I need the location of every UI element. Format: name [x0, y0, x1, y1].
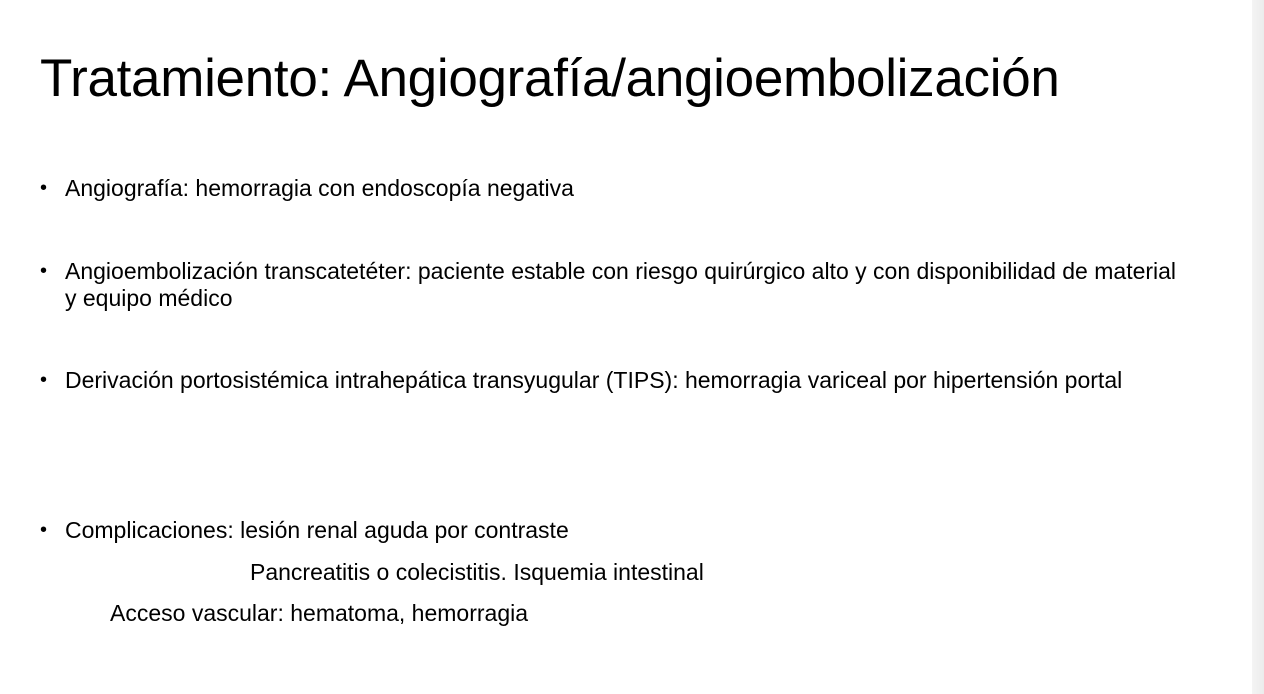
bullet-text: Derivación portosistémica intrahepática transyugular (TIPS): hemorragia variceal por hipertensión portal	[65, 367, 1123, 393]
bullet-item-complicaciones	[40, 517, 1190, 544]
window-edge-gutter	[1252, 0, 1264, 694]
bullet-item-tips	[40, 367, 1190, 394]
bullet-marker: •	[40, 369, 48, 391]
bullet-marker: •	[40, 519, 48, 541]
complication-line-pancreatitis: Pancreatitis o colecistitis. Isquemia intestinal	[250, 559, 704, 585]
bullet-item-angiografia	[40, 175, 1190, 202]
bullet-text: Angioembolización transcatetéter: paciente estable con riesgo quirúrgico alto y con disponibilidad de material y equipo médico	[65, 258, 1177, 311]
bullet-item-angioembolizacion	[40, 258, 1190, 312]
slide-title: Tratamiento: Angiografía/angioembolización	[40, 49, 1060, 108]
bullet-text: Angiografía: hemorragia con endoscopía negativa	[65, 175, 574, 201]
bullet-text: Complicaciones: lesión renal aguda por contraste	[65, 517, 569, 543]
bullet-marker: •	[40, 177, 48, 199]
complication-line-acceso-vascular: Acceso vascular: hematoma, hemorragia	[110, 600, 529, 626]
bullet-marker: •	[40, 260, 48, 282]
